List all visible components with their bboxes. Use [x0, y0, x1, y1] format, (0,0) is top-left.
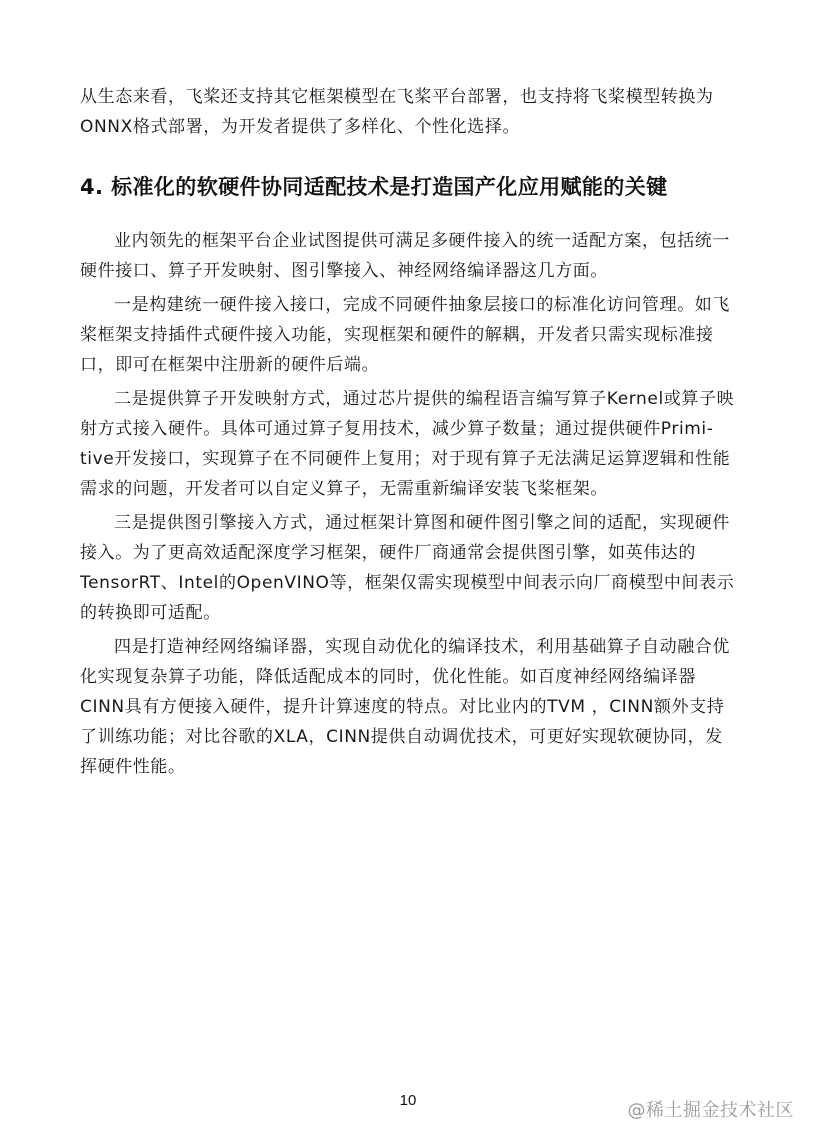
text-line: 从生态来看，飞桨还支持其它框架模型在飞桨平台部署，也支持将飞桨模型转换为	[80, 87, 714, 107]
text-line: 二是提供算子开发映射方式，通过芯片提供的编程语言编写算子Kernel或算子映	[114, 389, 735, 409]
paragraph	[80, 508, 740, 628]
text-line: 需求的问题，开发者可以自定义算子，无需重新编译安装飞桨框架。	[80, 479, 608, 499]
text-line: TensorRT、Intel的OpenVINO等，框架仅需实现模型中间表示向厂商模型中间表示	[80, 573, 735, 593]
paragraph	[80, 384, 740, 504]
text-line: 了训练功能；对比谷歌的XLA，CINN提供自动调优技术，可更好实现软硬协同，发	[80, 727, 723, 747]
text-line: 业内领先的框架平台企业试图提供可满足多硬件接入的统一适配方案，包括统一	[114, 231, 730, 251]
paragraph	[80, 226, 740, 286]
text-line: tive开发接口，实现算子在不同硬件上复用；对于现有算子无法满足运算逻辑和性能	[80, 449, 731, 469]
text-line: ONNX格式部署，为开发者提供了多样化、个性化选择。	[80, 117, 521, 137]
page-number: 10	[399, 1092, 417, 1109]
section-body	[80, 226, 740, 782]
text-line: 接入。为了更高效适配深度学习框架，硬件厂商通常会提供图引擎，如英伟达的	[80, 543, 696, 563]
text-line: 四是打造神经网络编译器，实现自动优化的编译技术，利用基础算子自动融合优	[114, 637, 730, 657]
text-line: 硬件接口、算子开发映射、图引擎接入、神经网络编译器这几方面。	[80, 261, 608, 281]
text-line: 桨框架支持插件式硬件接入功能，实现框架和硬件的解耦，开发者只需实现标准接	[80, 325, 714, 345]
intro-paragraph	[80, 82, 740, 142]
paragraph	[80, 290, 740, 380]
text-line: 三是提供图引擎接入方式，通过框架计算图和硬件图引擎之间的适配，实现硬件	[114, 513, 730, 533]
text-line: 口，即可在框架中注册新的硬件后端。	[80, 355, 380, 375]
text-line: 射方式接入硬件。具体可通过算子复用技术，减少算子数量；通过提供硬件Primi-	[80, 419, 714, 439]
text-line: 一是构建统一硬件接入接口，完成不同硬件抽象层接口的标准化访问管理。如飞	[114, 295, 730, 315]
text-line: 的转换即可适配。	[80, 603, 221, 623]
text-line: 化实现复杂算子功能，降低适配成本的同时，优化性能。如百度神经网络编译器	[80, 667, 696, 687]
watermark: @稀土掘金技术社区	[627, 1100, 794, 1121]
paragraph	[80, 632, 740, 782]
section-heading: 4. 标准化的软硬件协同适配技术是打造国产化应用赋能的关键	[80, 175, 668, 199]
text-line: CINN具有方便接入硬件，提升计算速度的特点。对比业内的TVM ，CINN额外支持	[80, 697, 725, 717]
text-line: 挥硬件性能。	[80, 757, 186, 777]
